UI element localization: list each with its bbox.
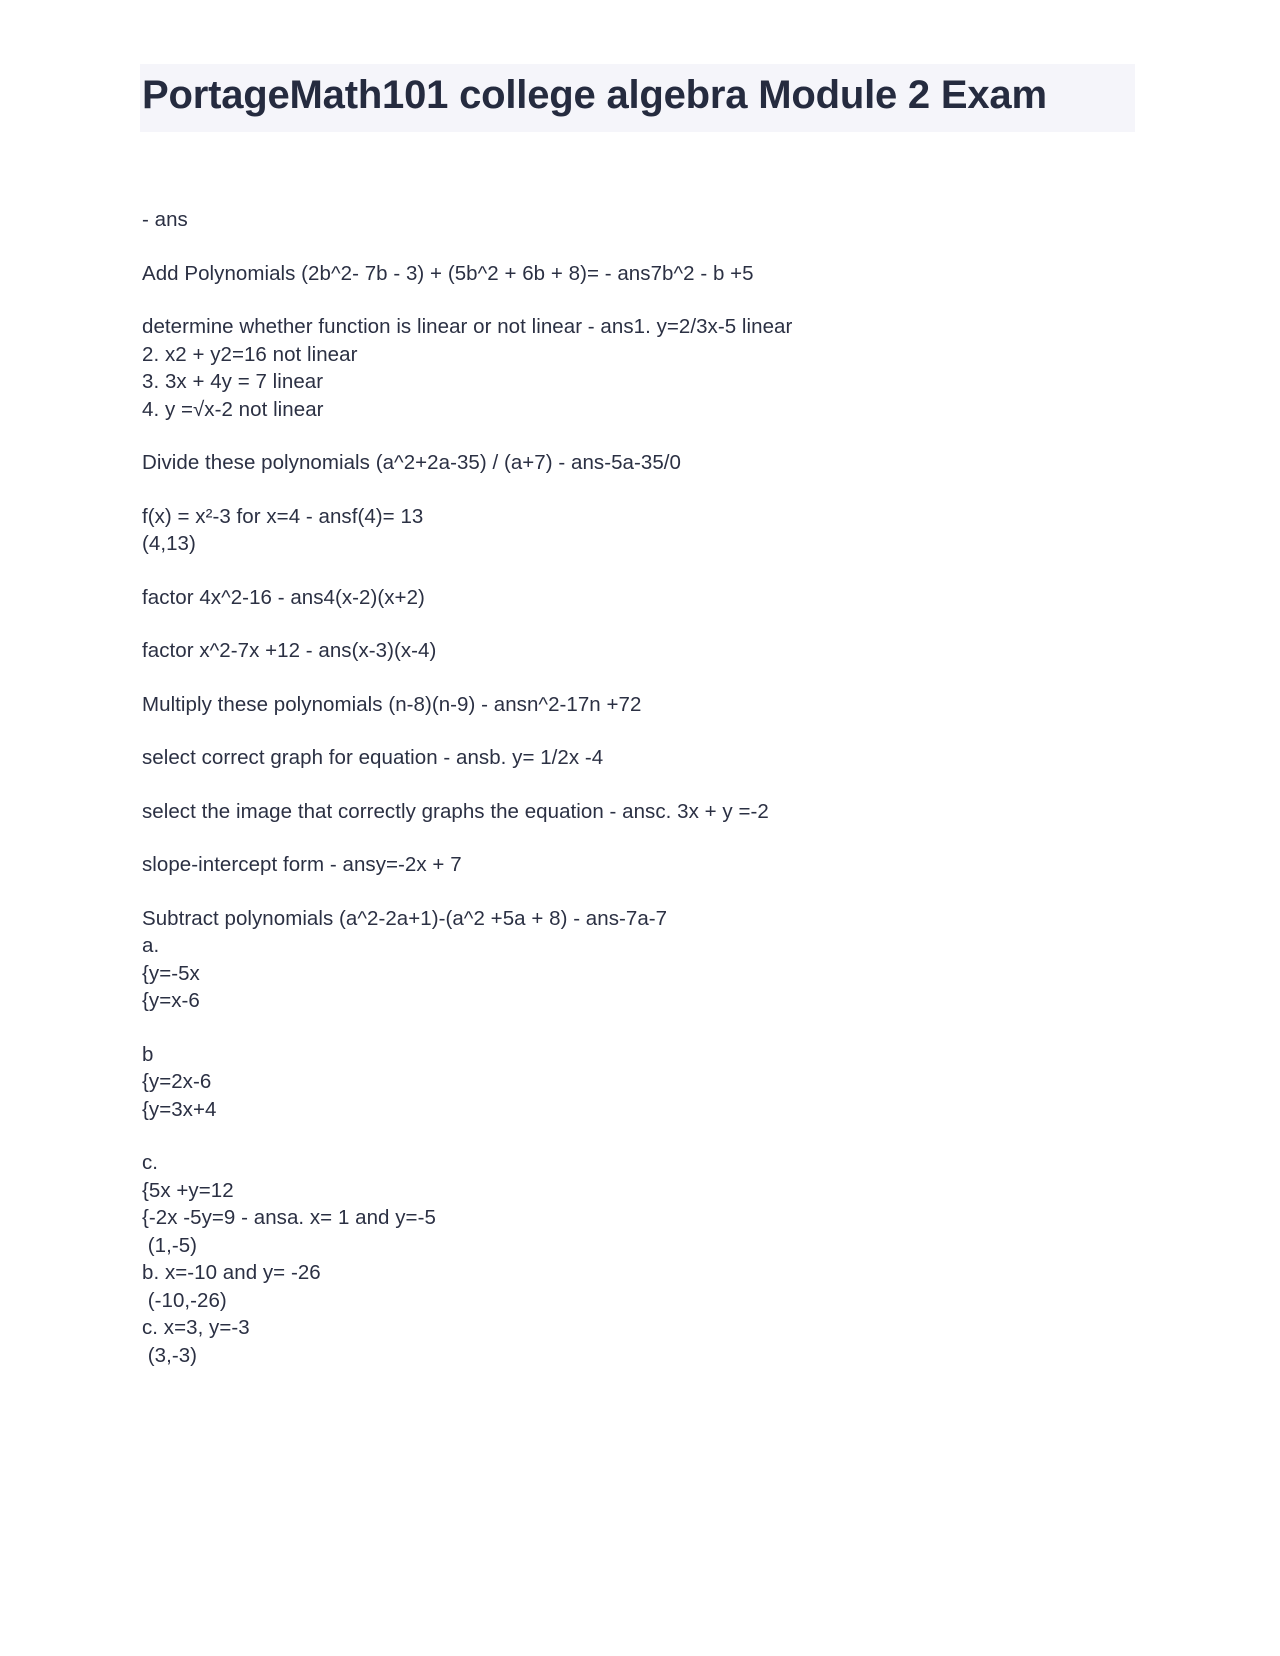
block-divide-polynomials	[142, 449, 1142, 477]
text-line: determine whether function is linear or not linear - ans1. y=2/3x-5 linear	[142, 315, 793, 338]
block-slope-intercept	[142, 851, 1142, 879]
text-line: Add Polynomials (2b^2- 7b - 3) + (5b^2 + 6b + 8)= - ans7b^2 - b +5	[142, 261, 754, 285]
title-band	[140, 64, 1135, 132]
text-line: {y=2x-6	[142, 1070, 212, 1093]
text-line: c. x=3, y=-3	[142, 1316, 250, 1339]
text-line: {-2x -5y=9 - ansa. x= 1 and y=-5	[142, 1206, 436, 1229]
block-multiply-polynomials	[142, 691, 1142, 719]
text-line: 2. x2 + y2=16 not linear	[142, 342, 358, 366]
text-line: (4,13)	[142, 532, 196, 555]
document-body	[142, 206, 1142, 1369]
block-factor-1	[142, 584, 1142, 612]
text-line: slope-intercept form - ansy=-2x + 7	[142, 853, 462, 876]
block-subtract-polynomials	[142, 905, 1142, 1015]
block-select-image	[142, 798, 1142, 826]
text-line: (-10,-26)	[142, 1288, 227, 1312]
page-title: PortageMath101 college algebra Module 2 Exam	[142, 73, 1047, 117]
text-line: b. x=-10 and y= -26	[142, 1261, 321, 1284]
text-line: b	[142, 1042, 154, 1066]
block-factor-2	[142, 637, 1142, 665]
text-line: c.	[142, 1151, 159, 1174]
text-line: (3,-3)	[142, 1343, 198, 1367]
text-line: select correct graph for equation - ansb. y= 1/2x -4	[142, 746, 604, 769]
text-line: {y=x-6	[142, 989, 200, 1012]
block-option-b-system	[142, 1041, 1142, 1124]
text-line: (1,-5)	[142, 1233, 198, 1257]
block-function-evaluate	[142, 503, 1142, 558]
text-line: {5x +y=12	[142, 1178, 234, 1202]
block-linear-or-not	[142, 313, 1142, 423]
text-line: select the image that correctly graphs the equation - ansc. 3x + y =-2	[142, 799, 769, 823]
block-select-graph	[142, 744, 1142, 772]
text-line: 4. y =√x-2 not linear	[142, 397, 324, 421]
block-add-polynomials	[142, 260, 1142, 288]
text-line: 3. 3x + 4y = 7 linear	[142, 370, 324, 393]
text-line: factor 4x^2-16 - ans4(x-2)(x+2)	[142, 585, 425, 609]
text-line: factor x^2-7x +12 - ans(x-3)(x-4)	[142, 639, 437, 662]
text-line: {y=3x+4	[142, 1097, 217, 1121]
text-line: {y=-5x	[142, 961, 200, 985]
block-option-c-system	[142, 1149, 1142, 1369]
text-line: Divide these polynomials (a^2+2a-35) / (a+7) - ans-5a-35/0	[142, 451, 681, 474]
text-line: f(x) = x²-3 for x=4 - ansf(4)= 13	[142, 504, 424, 528]
text-line: a.	[142, 934, 160, 957]
text-line: Multiply these polynomials (n-8)(n-9) - ansn^2-17n +72	[142, 692, 642, 716]
text-line: Subtract polynomials (a^2-2a+1)-(a^2 +5a + 8) - ans-7a-7	[142, 906, 668, 930]
block-ans	[142, 206, 1142, 234]
text-line: - ans	[142, 208, 188, 231]
